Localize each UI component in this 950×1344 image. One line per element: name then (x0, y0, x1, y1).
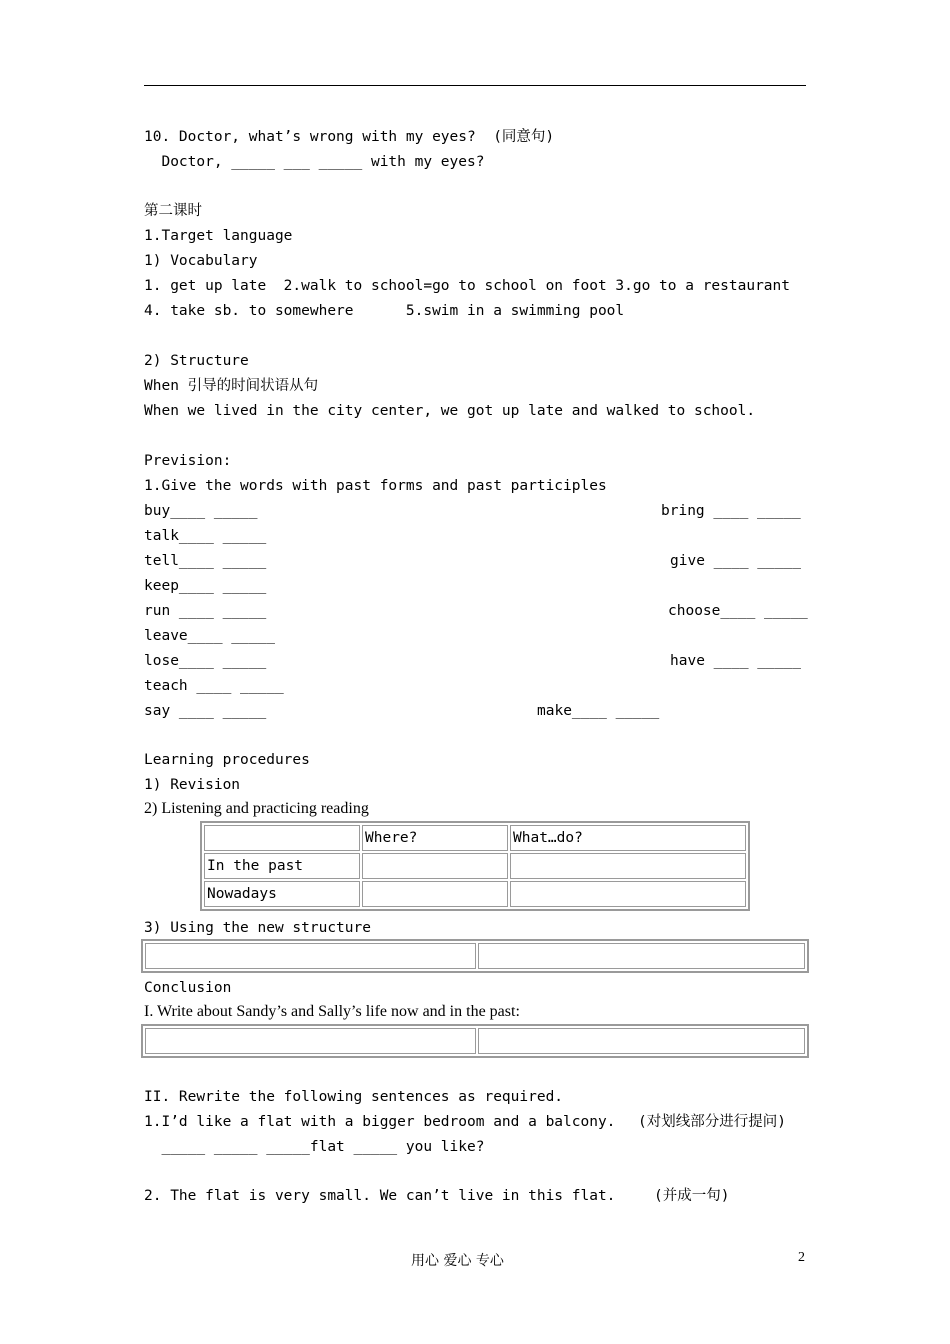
lesson-heading: 第二课时 (144, 203, 202, 219)
rewrite-question-1-answer: _____ _____ _____flat _____ you like? (144, 1139, 485, 1155)
table-cell (362, 853, 508, 879)
conclusion-heading: Conclusion (144, 980, 232, 996)
question-10: 10. Doctor, what’s wrong with my eyes? (同意句) (144, 129, 555, 145)
page-number: 2 (798, 1250, 805, 1265)
table-row (204, 853, 746, 879)
verb-give: give ____ _____ (670, 553, 801, 569)
rewrite-question-1-note: (对划线部分进行提问) (638, 1114, 786, 1130)
verb-bring: bring ____ _____ (661, 503, 801, 519)
conclusion-task: I. Write about Sandy’s and Sally’s life now and in the past: (144, 1003, 520, 1020)
table-cell (478, 943, 805, 969)
verb-talk: talk____ _____ (144, 528, 267, 544)
prevision-heading: Prevision: (144, 453, 232, 469)
verb-have: have ____ _____ (670, 653, 801, 669)
table-cell (510, 853, 746, 879)
verb-make: make____ _____ (537, 703, 660, 719)
verb-buy: buy____ _____ (144, 503, 258, 519)
structure-heading: 2) Structure (144, 353, 249, 369)
verb-teach: teach ____ _____ (144, 678, 284, 694)
prevision-task: 1.Give the words with past forms and past participles (144, 478, 607, 494)
structure-example: When we lived in the city center, we got up late and walked to school. (144, 403, 756, 419)
rewrite-question-2-note: (并成一句) (654, 1188, 730, 1204)
table-cell (145, 943, 476, 969)
past-nowadays-table (200, 821, 750, 911)
table-cell (145, 1028, 476, 1054)
question-10-blank-line: Doctor, _____ ___ _____ with my eyes? (144, 154, 485, 170)
header-rule (144, 85, 806, 86)
table-cell (362, 881, 508, 907)
structure-blank-table (141, 939, 809, 973)
table-header-cell (204, 825, 360, 851)
table-header-cell: Where? (362, 825, 508, 851)
conclusion-blank-table (141, 1024, 809, 1058)
using-structure-item: 3) Using the new structure (144, 920, 371, 936)
table-row (145, 1028, 805, 1054)
table-cell: In the past (204, 853, 360, 879)
table-row (204, 881, 746, 907)
target-language: 1.Target language (144, 228, 293, 244)
verb-say: say ____ _____ (144, 703, 267, 719)
verb-keep: keep____ _____ (144, 578, 267, 594)
revision-item: 1) Revision (144, 777, 241, 793)
verb-tell: tell____ _____ (144, 553, 267, 569)
table-header-row (204, 825, 746, 851)
vocabulary-line-2: 4. take sb. to somewhere 5.swim in a swimming pool (144, 303, 625, 319)
table-cell (478, 1028, 805, 1054)
verb-run: run ____ _____ (144, 603, 267, 619)
verb-leave: leave____ _____ (144, 628, 275, 644)
rewrite-heading: II. Rewrite the following sentences as required. (144, 1089, 564, 1105)
verb-choose: choose____ _____ (668, 603, 808, 619)
rewrite-question-1: 1.I’d like a flat with a bigger bedroom and a balcony. (144, 1114, 616, 1130)
verb-lose: lose____ _____ (144, 653, 267, 669)
listening-item: 2) Listening and practicing reading (144, 800, 369, 817)
table-cell: Nowadays (204, 881, 360, 907)
vocabulary-heading: 1) Vocabulary (144, 253, 258, 269)
table-header-cell: What…do? (510, 825, 746, 851)
vocabulary-line-1: 1. get up late 2.walk to school=go to school on foot 3.go to a restaurant (144, 278, 791, 294)
table-cell (510, 881, 746, 907)
rewrite-question-2: 2. The flat is very small. We can’t live in this flat. (144, 1188, 616, 1204)
footer-motto: 用心 爱心 专心 (411, 1253, 504, 1269)
table-row (145, 943, 805, 969)
procedures-heading: Learning procedures (144, 752, 310, 768)
structure-when: When 引导的时间状语从句 (144, 378, 319, 394)
